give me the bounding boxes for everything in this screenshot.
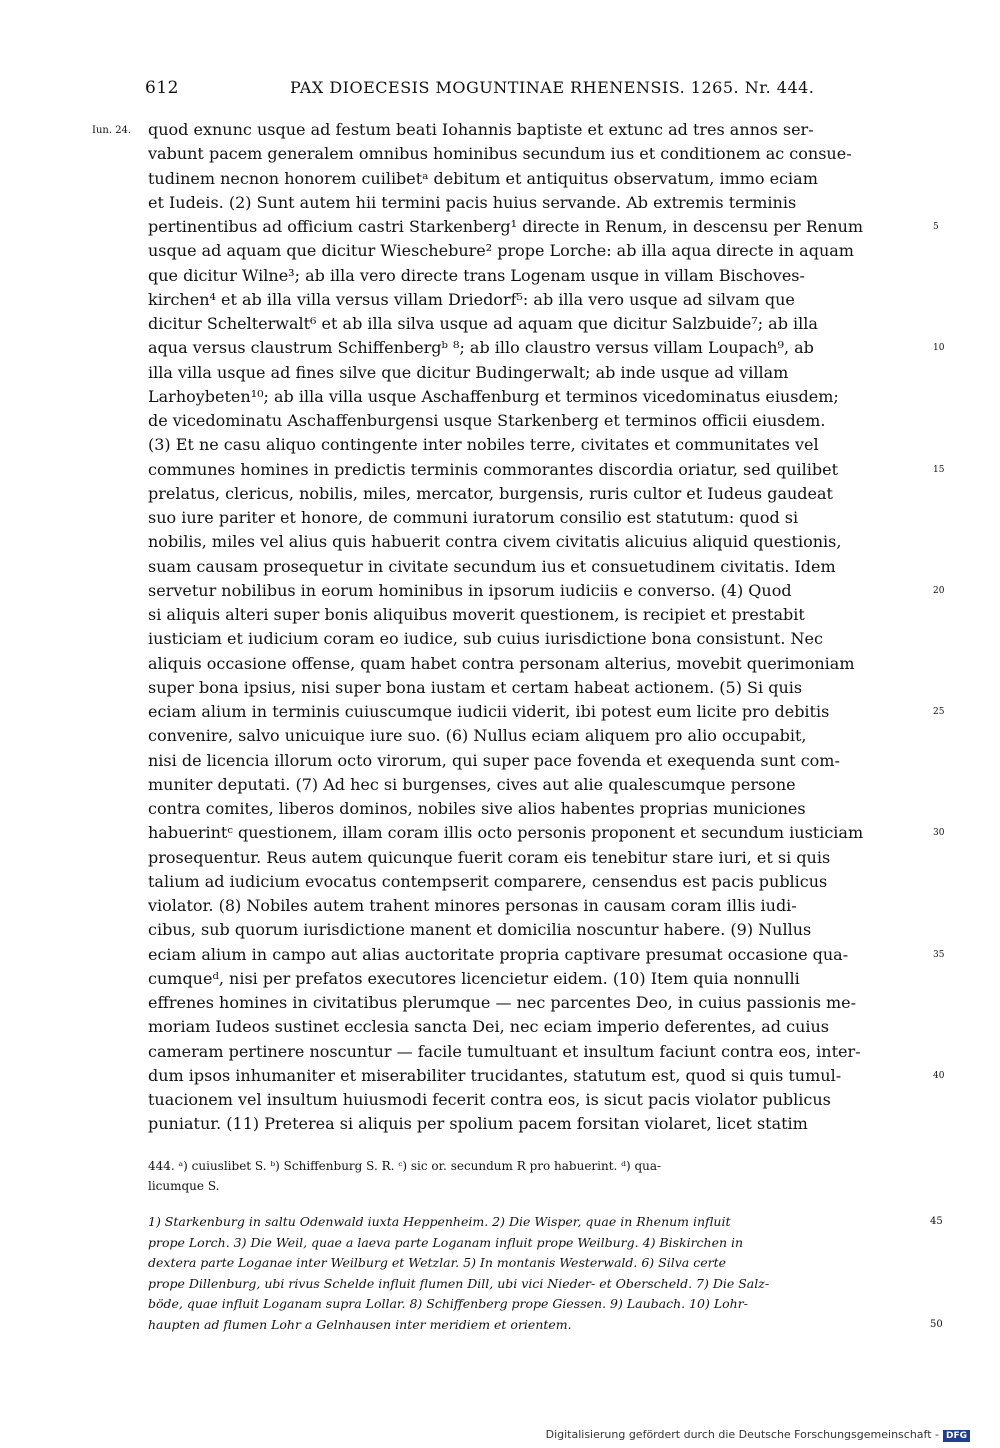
footnote-line: dextera parte Loganae inter Weilburg et Wetzlar. 5) In montanis Westerwald. 6) Silva certe <box>148 1255 727 1270</box>
footnote-line: 1) Starkenburg in saltu Odenwald iuxta Heppenheim. 2) Die Wisper, quae in Rhenum influit <box>148 1214 731 1229</box>
footnote-line-number: 50 <box>930 1318 943 1330</box>
text-line: et Iudeis. (2) Sunt autem hii termini pacis huius servande. Ab extremis terminis <box>148 192 797 212</box>
line-number: 5 <box>933 222 939 232</box>
digitization-footer <box>0 1426 1000 1448</box>
footnote-line: böde, quae influit Loganam supra Lollar. 8) Schiffenberg prope Giessen. 9) Laubach. 10) Lohr- <box>148 1296 748 1311</box>
text-line: prelatus, clericus, nobilis, miles, mercator, burgensis, ruris cultor et Iudeus gaudeat <box>148 483 833 503</box>
text-line: vabunt pacem generalem omnibus hominibus secundum ius et conditionem ac consue- <box>148 144 852 164</box>
text-line: pertinentibus ad officium castri Starkenberg¹ directe in Renum, in descensu per Renum <box>148 217 864 236</box>
line-number: 10 <box>933 343 945 354</box>
text-line: prosequentur. Reus autem quicunque fuerit coram eis tenebitur stare iuri, et si quis <box>148 847 831 867</box>
text-line: habuerintᶜ questionem, illam coram illis octo personis proponent et secundum iusticiam <box>148 823 864 843</box>
dfg-logo: DFG <box>943 1430 970 1442</box>
text-line: servetur nobilibus in eorum hominibus in ipsorum iudiciis e converso. (4) Quod <box>148 580 792 600</box>
text-line: nisi de licencia illorum octo virorum, qui super pace fovenda et exequenda sunt com- <box>148 750 840 770</box>
text-line: que dicitur Wilne³; ab illa vero directe trans Logenam usque in villam Bischoves- <box>148 265 805 285</box>
text-line: suam causam prosequetur in civitate secundum ius et consuetudinem civitatis. Idem <box>148 556 836 576</box>
text-line: Larhoybeten¹⁰; ab illa villa usque Aschaffenburg et terminos vicedominatus eiusdem; <box>148 386 839 406</box>
text-line: quod exnunc usque ad festum beati Iohannis baptiste et extunc ad tres annos ser- <box>148 120 814 139</box>
funding-note: Digitalisierung gefördert durch die Deutsche Forschungsgemeinschaft - <box>545 1428 939 1441</box>
line-number: 20 <box>933 585 945 596</box>
text-line: usque ad aquam que dicitur Wieschebure² prope Lorche: ab illa aqua directe in aquam <box>148 241 854 261</box>
text-line: muniter deputati. (7) Ad hec si burgenses, cives aut alie qualescumque persone <box>148 774 796 794</box>
text-line: cumqueᵈ, nisi per prefatos executores licencietur eidem. (10) Item quia nonnulli <box>148 968 800 988</box>
text-line: violator. (8) Nobiles autem trahent minores personas in causam coram illis iudi- <box>148 896 797 915</box>
text-line: (3) Et ne casu aliquo contingente inter nobiles terre, civitates et communitates vel <box>148 435 819 455</box>
text-line: moriam Iudeos sustinet ecclesia sancta Dei, nec eciam imperio deferentes, ad cuius <box>148 1017 829 1037</box>
footnote-line: prope Lorch. 3) Die Weil, quae a laeva parte Loganam influit prope Weilburg. 4) Biskirchen in <box>148 1234 744 1250</box>
text-line: suo iure pariter et honore, de communi iuratorum consilio est statutum: quod si <box>148 508 799 527</box>
apparatus-line: 444. ᵃ) cuiuslibet S. ᵇ) Schiffenburg S. R. ᶜ) sic or. secundum R pro habuerint. ᵈ) qua- <box>148 1159 662 1173</box>
text-line: tuacionem vel insultum huiusmodi fecerit contra eos, is sicut pacis violator publicus <box>148 1090 831 1109</box>
page-header <box>145 78 925 100</box>
footnote-line: haupten ad flumen Lohr a Gelnhausen inter meridiem et orientem. <box>148 1316 572 1332</box>
line-number: 35 <box>933 949 945 960</box>
text-line: dum ipsos inhumaniter et miserabiliter trucidantes, statutum est, quod si quis tumul- <box>148 1065 842 1085</box>
text-line: nobilis, miles vel alius quis habuerit contra civem civitatis alicuius aliquid questionis, <box>148 532 842 552</box>
footnote-line-number: 45 <box>930 1216 943 1227</box>
charter-text <box>148 118 920 1137</box>
text-line: convenire, salvo unicuique iure suo. (6) Nullus eciam aliquem pro alio occupabit, <box>148 726 807 746</box>
text-line: eciam alium in campo aut alias auctoritate propria captivare presumat occasione qua- <box>148 944 849 964</box>
line-number: 30 <box>933 828 945 839</box>
text-line: puniatur. (11) Preterea si aliquis per spolium pacem forsitan violaret, licet statim <box>148 1114 808 1134</box>
text-line: communes homines in predictis terminis commorantes discordia oriatur, sed quilibet <box>148 459 839 479</box>
text-line: tudinem necnon honorem cuilibetᵃ debitum et antiquitus observatum, immo eciam <box>148 168 818 188</box>
text-line: aliquis occasione offense, quam habet contra personam alterius, movebit querimoniam <box>148 653 855 673</box>
page-number: 612 <box>145 78 179 98</box>
critical-apparatus <box>148 1156 920 1196</box>
line-number: 15 <box>933 464 945 475</box>
text-line: super bona ipsius, nisi super bona iustam et certam habeat actionem. (5) Si quis <box>148 677 803 697</box>
text-line: cameram pertinere noscuntur — facile tumultuant et insultum faciunt contra eos, inter- <box>148 1041 861 1061</box>
text-line: talium ad iudicium evocatus contempserit comparere, censendus est pacis publicus <box>148 871 828 891</box>
text-line: dicitur Schelterwalt⁶ et ab illa silva usque ad aquam que dicitur Salzbuide⁷; ab illa <box>148 314 818 333</box>
line-number: 40 <box>933 1070 945 1081</box>
text-line: aqua versus claustrum Schiffenbergᵇ ⁸; ab illo claustro versus villam Loupach⁹, ab <box>148 338 814 358</box>
line-number: 25 <box>933 707 945 717</box>
text-line: iusticiam et iudicium coram eo iudice, sub cuius iurisdictione bona consistunt. Nec <box>148 629 823 649</box>
text-line: eciam alium in terminis cuiuscumque iudicii viderit, ibi potest eum licite pro debitis <box>148 702 830 721</box>
text-line: effrenes homines in civitatibus plerumque — nec parcentes Deo, in cuius passionis me- <box>148 993 857 1012</box>
margin-date-note: Iun. 24. <box>92 125 132 136</box>
running-title: PAX DIOECESIS MOGUNTINAE RHENENSIS. 1265. Nr. 444. <box>290 78 815 97</box>
text-line: si aliquis alteri super bonis aliquibus moverit questionem, is recipiet et prestabit <box>148 605 805 624</box>
text-line: illa villa usque ad fines silve que dicitur Budingerwalt; ab inde usque ad villam <box>148 362 789 382</box>
footnote-line: prope Dillenburg, ubi rivus Schelde influit flumen Dill, ubi vici Nieder- et Oberscheld. 7) Die Salz- <box>148 1275 770 1291</box>
footnotes <box>148 1212 920 1335</box>
text-line: contra comites, liberos dominos, nobiles sive alios habentes proprias municiones <box>148 799 806 818</box>
apparatus-line: licumque S. <box>148 1179 220 1193</box>
text-line: cibus, sub quorum iurisdictione manent et domicilia noscuntur habere. (9) Nullus <box>148 920 812 940</box>
text-line: kirchen⁴ et ab illa villa versus villam Driedorf⁵: ab illa vero usque ad silvam que <box>148 289 795 309</box>
text-line: de vicedominatu Aschaffenburgensi usque Starkenberg et terminos officii eiusdem. <box>148 411 826 430</box>
